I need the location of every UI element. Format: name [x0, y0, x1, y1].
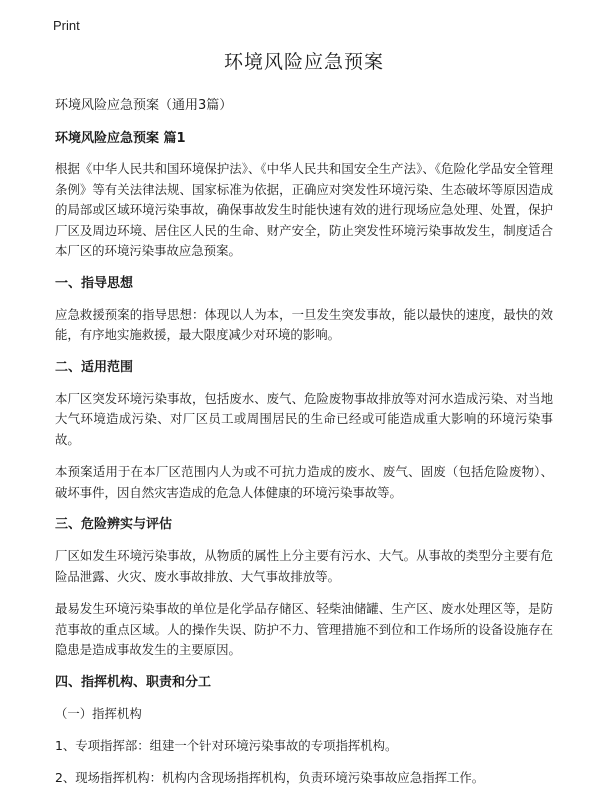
paragraph: 最易发生环境污染事故的单位是化学品存储区、轻柴油储罐、生产区、废水处理区等，是防范事故的重点区域。人的操作失误、防护不力、管理措施不到位和工作场所的设备设施存在隐患是造成事故发生的主要原因。: [55, 601, 553, 657]
section-command-structure: [55, 673, 553, 789]
paragraph: 厂区如发生环境污染事故，从物质的属性上分主要有污水、大气。从事故的类型分主要有危险品泄露、火灾、废水事故排放、大气事故排放等。: [55, 548, 553, 584]
document-subtitle: 环境风险应急预案（通用3篇）: [55, 98, 233, 113]
paragraph: 本预案适用于在本厂区范围内人为或不可抗力造成的废水、废气、固废（包括危险废物）、破坏事件，因自然灾害造成的危急人体健康的环境污染事故等。: [55, 464, 553, 500]
document-page: [55, 48, 553, 801]
part-heading: 环境风险应急预案 篇1: [55, 131, 186, 146]
intro-paragraph: 根据《中华人民共和国环境保护法》、《中华人民共和国安全生产法》、《危险化学品安全管理条例》等有关法律法规、国家标准为依据，正确应对突发性环境污染、生态破坏等原因造成的局部或区域环境污染事故，确保事故发生时能快速有效的进行现场应急处理、处置，保护厂区及周边环境、居住区人民的生命、财产安全，防止突发性环境污染事故发生，制度适合本厂区的环境污染事故应急预案。: [55, 161, 553, 258]
sub-heading: （一）指挥机构: [55, 705, 142, 721]
list-item: 1、专项指挥部：组建一个针对环境污染事故的专项指挥机构。: [55, 737, 398, 753]
section-risk-assessment: [55, 515, 553, 661]
print-link[interactable]: Print: [53, 18, 80, 33]
section-scope: [55, 358, 553, 504]
section-heading: 一、指导思想: [55, 275, 134, 291]
section-heading: 四、指挥机构、职责和分工: [55, 674, 212, 690]
document-title: 环境风险应急预案: [223, 51, 384, 73]
section-heading: 二、适用范围: [55, 359, 134, 375]
paragraph: 本厂区突发环境污染事故，包括废水、废气、危险废物事故排放等对河水造成污染、对当地大气环境造成污染、对厂区员工或周围居民的生命已经或可能造成重大影响的环境污染事故。: [55, 390, 553, 447]
section-guiding-idea: [55, 274, 553, 346]
list-item: 2、现场指挥机构：机构内含现场指挥机构，负责环境污染事故应急指挥工作。: [55, 770, 485, 785]
section-heading: 三、危险辨实与评估: [55, 517, 173, 532]
paragraph: 应急救援预案的指导思想：体现以人为本，一旦发生突发事故，能以最快的速度，最快的效能，有序地实施救援，最大限度减少对环境的影响。: [55, 306, 553, 342]
